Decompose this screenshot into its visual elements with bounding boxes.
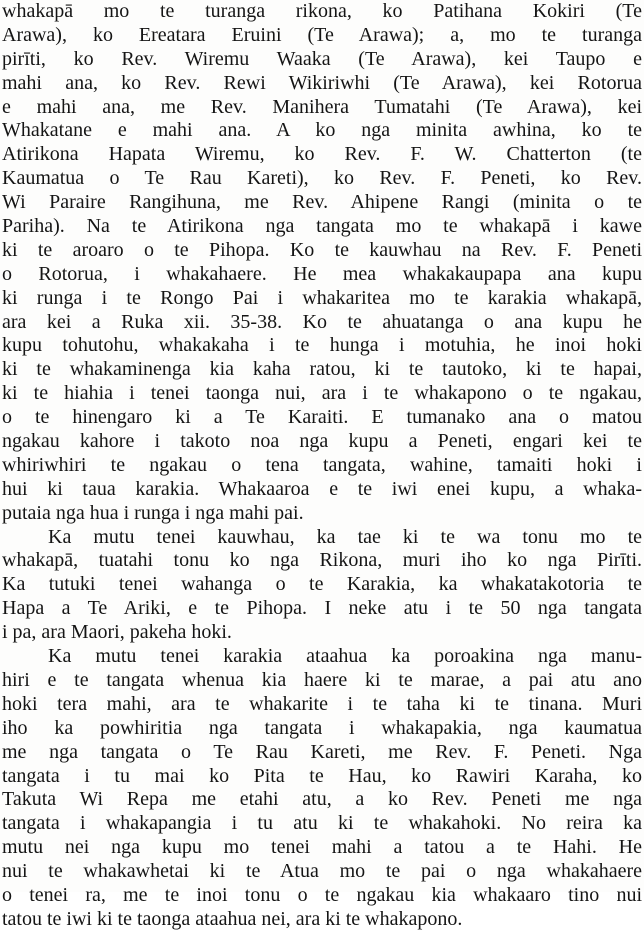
text-line: ki te aroaro o te Pihopa. Ko te kauwhau na Rev. F. Peneti <box>2 238 642 261</box>
text-line: o tenei ra, me te inoi tonu o te ngakau kia whakaaro tino nui <box>2 883 642 906</box>
text-line: ara kei a Ruka xii. 35-38. Ko te ahuatanga o ana kupu he <box>2 310 642 333</box>
text-line: Takuta Wi Repa me etahi atu, a ko Rev. Peneti me nga <box>2 788 642 811</box>
text-line: putaia nga hua i runga i nga mahi pai. <box>2 501 304 524</box>
text-line: o te hinengaro ki a Te Karaiti. E tumanako ana o matou <box>2 406 642 429</box>
body-text <box>2 0 642 932</box>
text-line: hoki tera mahi, ara te whakarite i te taha ki te tinana. Muri <box>2 692 642 715</box>
text-line: whakapā, tuatahi tonu ko nga Rikona, muri iho ko nga Pirīti. <box>2 549 642 572</box>
text-line: mahi ana, ko Rev. Rewi Wikiriwhi (Te Arawa), kei Rotorua <box>2 71 642 94</box>
text-line: Wi Paraire Rangihuna, me Rev. Ahipene Rangi (minita o te <box>2 191 642 214</box>
text-line: hiri e te tangata whenua kia haere ki te marae, a pai atu ano <box>2 668 642 691</box>
text-line: Ka mutu tenei kauwhau, ka tae ki te wa tonu mo te <box>48 525 642 548</box>
text-line: Atirikona Hapata Wiremu, ko Rev. F. W. Chatterton (te <box>2 143 642 166</box>
text-line: e mahi ana, me Rev. Manihera Tumatahi (Te Arawa), kei <box>2 95 642 118</box>
text-line: Ka tutuki tenei wahanga o te Karakia, ka whakatakotoria te <box>2 573 642 596</box>
text-line: Kaumatua o Te Rau Kareti), ko Rev. F. Peneti, ko Rev. <box>2 167 642 190</box>
text-line: tatou te iwi ki te taonga ataahua nei, ara ki te whakapono. <box>2 907 463 930</box>
text-line: Whakatane e mahi ana. A ko nga minita awhina, ko te <box>2 119 642 142</box>
text-line: hui ki taua karakia. Whakaaroa e te iwi enei kupu, a whaka- <box>2 477 642 500</box>
text-line: ki te hiahia i tenei taonga nui, ara i te whakapono o te ngakau, <box>2 382 642 405</box>
text-line: whiriwhiri te ngakau o tena tangata, wahine, tamaiti hoki i <box>2 453 642 476</box>
text-line: iho ka powhiritia nga tangata i whakapakia, nga kaumatua <box>2 716 642 739</box>
text-line: Ka mutu tenei karakia ataahua ka poroakina nga manu- <box>48 645 642 668</box>
text-line: ki runga i te Rongo Pai i whakaritea mo te karakia whakapā, <box>2 286 642 309</box>
text-line: me nga tangata o Te Rau Kareti, me Rev. F. Peneti. Nga <box>2 740 642 763</box>
text-line: mutu nei nga kupu mo tenei mahi a tatou a te Hahi. He <box>2 836 642 859</box>
text-line: ki te whakaminenga kia kaha ratou, ki te tautoko, ki te hapai, <box>2 358 642 381</box>
text-line: o Rotorua, i whakahaere. He mea whakakaupapa ana kupu <box>2 262 642 285</box>
text-line: pirīti, ko Rev. Wiremu Waaka (Te Arawa), kei Taupo e <box>2 47 642 70</box>
text-line: nui te whakawhetai ki te Atua mo te pai o nga whakahaere <box>2 860 642 883</box>
text-line: Arawa), ko Ereatara Eruini (Te Arawa); a, mo te turanga <box>2 23 642 46</box>
text-line: tangata i whakapangia i tu atu ki te whakahoki. No reira ka <box>2 812 642 835</box>
text-line: i pa, ara Maori, pakeha hoki. <box>2 621 232 644</box>
text-line: ngakau kahore i takoto noa nga kupu a Peneti, engari kei te <box>2 430 642 453</box>
text-line: tangata i tu mai ko Pita te Hau, ko Rawiri Karaha, ko <box>2 764 642 787</box>
text-line: Hapa a Te Ariki, e te Pihopa. I neke atu i te 50 nga tangata <box>2 597 642 620</box>
text-line: whakapā mo te turanga rikona, ko Patihana Kokiri (Te <box>2 0 642 22</box>
text-line: kupu tohutohu, whakakaha i te hunga i motuhia, he inoi hoki <box>2 334 642 357</box>
text-line: Pariha). Na te Atirikona nga tangata mo te whakapā i kawe <box>2 215 642 238</box>
